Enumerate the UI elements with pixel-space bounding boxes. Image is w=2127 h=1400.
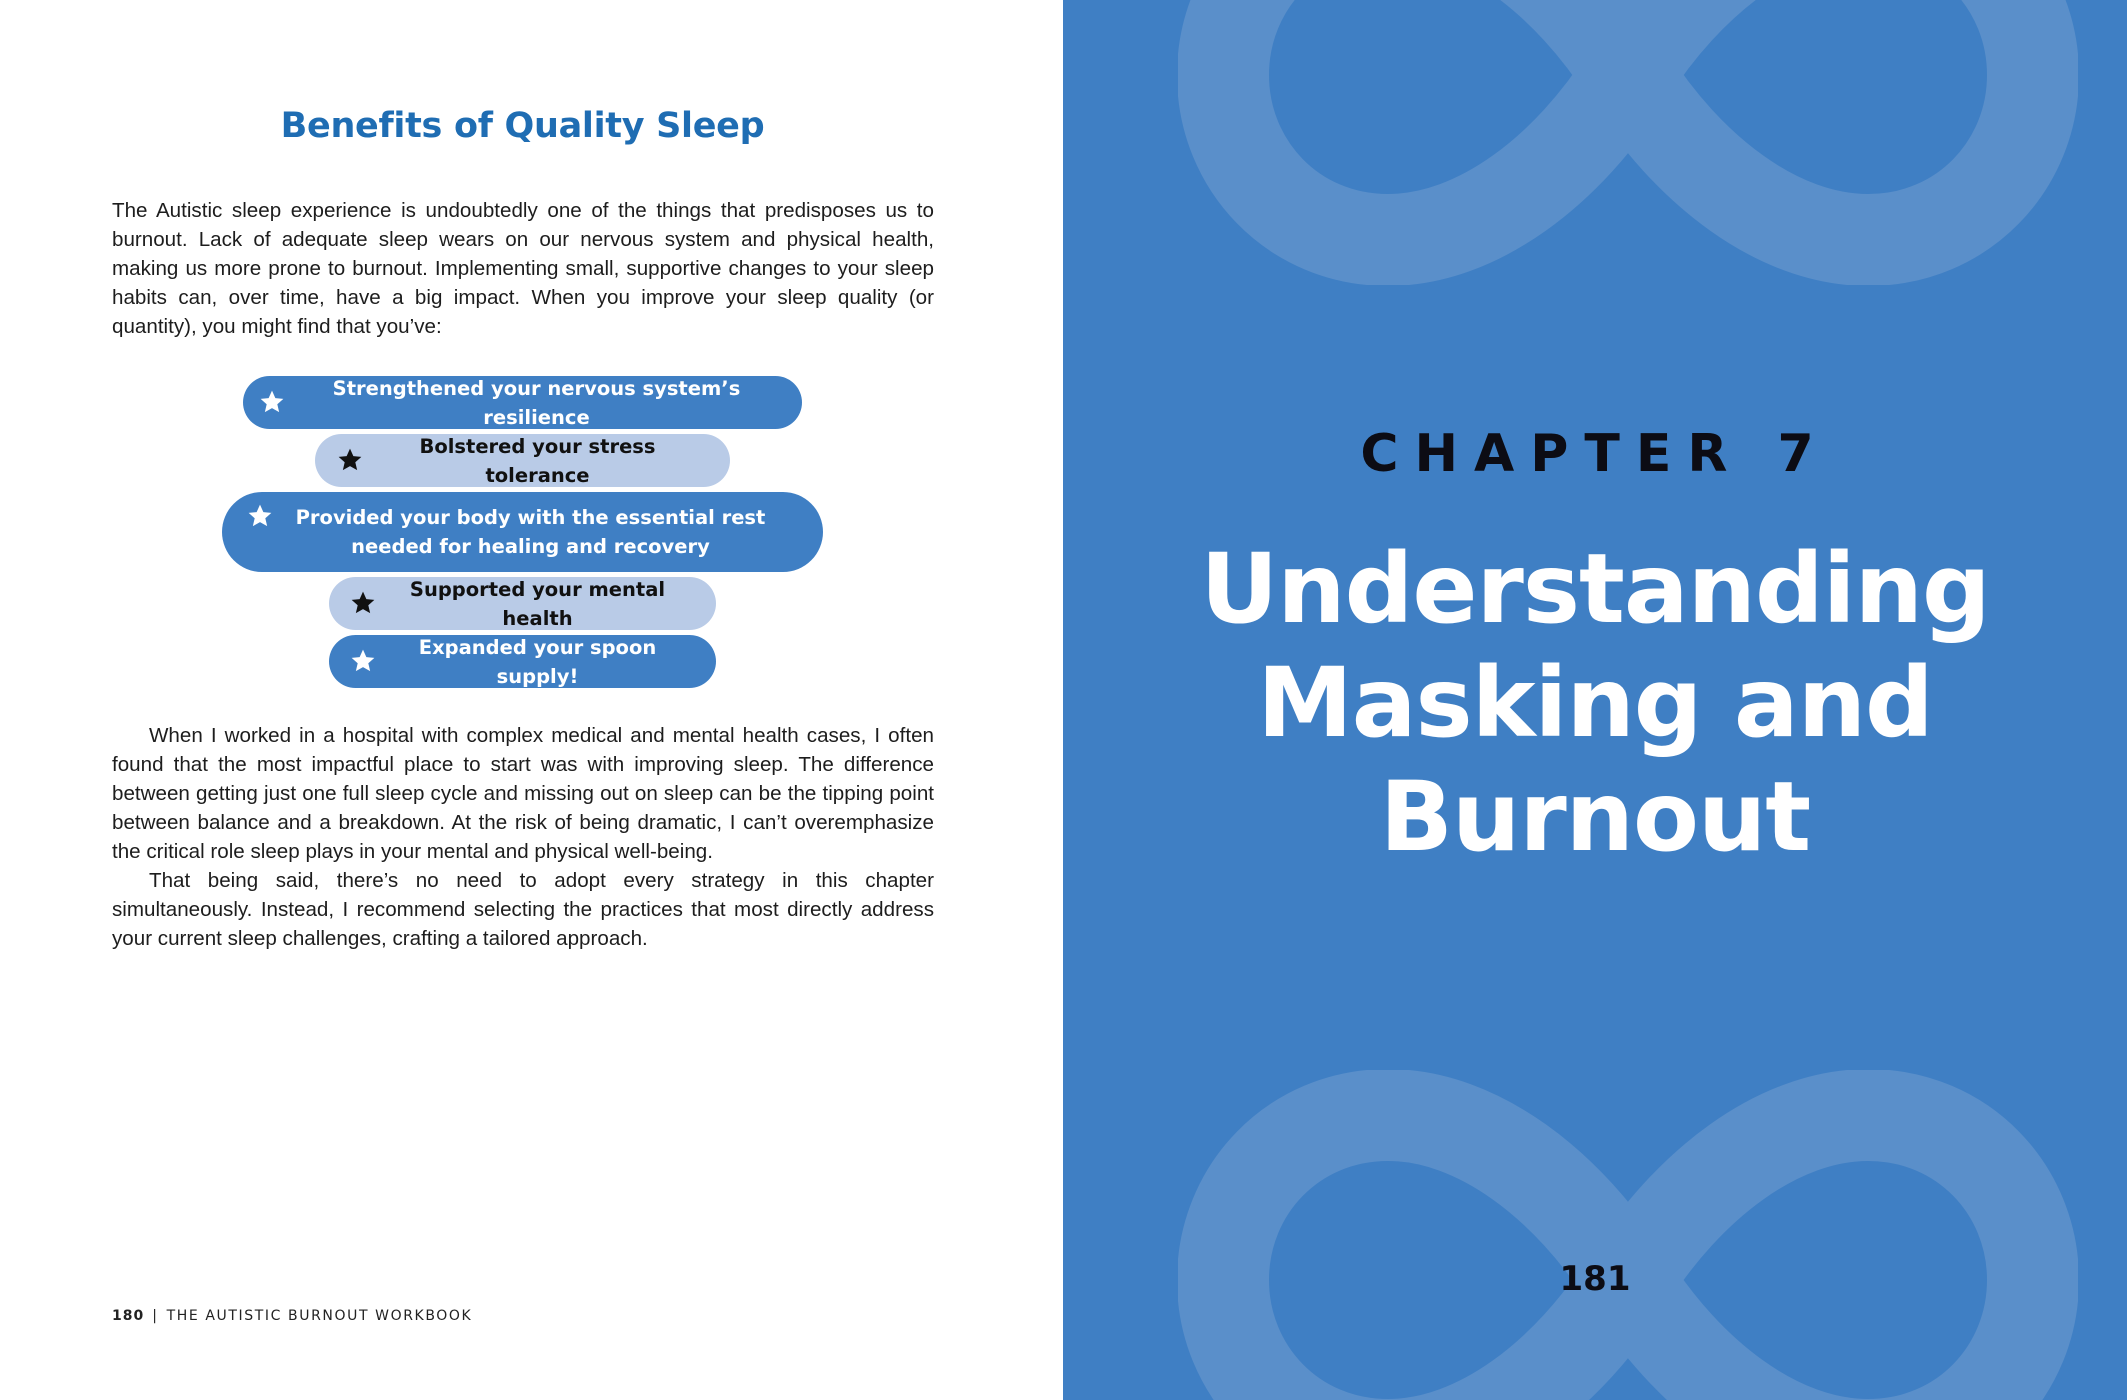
body-paragraph: That being said, there’s no need to adopt every strategy in this chapter simultaneously. Instead, I recommend selecting the practices that most directly address your current sleep challenges, crafting a tailored approach. xyxy=(112,869,934,950)
star-icon xyxy=(350,590,376,616)
footer-book-title: THE AUTISTIC BURNOUT WORKBOOK xyxy=(166,1308,473,1324)
section-title: Benefits of Quality Sleep xyxy=(280,106,765,146)
benefit-text: Bolstered your stress tolerance xyxy=(419,434,656,487)
benefit-item xyxy=(222,492,823,572)
star-icon xyxy=(350,648,376,674)
footer-page-number: 180 xyxy=(112,1308,145,1324)
chapter-title-line: Understanding xyxy=(1200,533,1990,645)
body-paragraphs xyxy=(112,721,934,953)
chapter-label: CHAPTER 7 xyxy=(1360,424,1830,484)
star-icon xyxy=(259,389,285,415)
body-paragraph: When I worked in a hospital with complex medical and mental health cases, I often found that the most impactful place to start was with improving sleep. The difference between getting just one full sleep cycle and missing out on sleep can be the tipping point between balance and a breakdown. At the risk of being dramatic, I can’t overemphasize the critical role sleep plays in your mental and physical well-being. xyxy=(112,724,934,863)
footer-separator: | xyxy=(152,1308,159,1324)
benefit-text: Strengthened your nervous system’s resilience xyxy=(332,376,741,429)
infinity-icon xyxy=(1178,1070,2078,1400)
intro-paragraph-text: The Autistic sleep experience is undoubtedly one of the things that predisposes us to burnout. Lack of adequate sleep wears on our nervous system and physical health, making us more prone to burnout. Implementing small, supportive changes to your sleep habits can, over time, have a big impact. When you improve your sleep quality (or quantity), you might find that you’ve: xyxy=(112,199,934,338)
benefit-text: Expanded your spoon supply! xyxy=(418,635,657,688)
left-page xyxy=(0,0,1063,1400)
star-icon xyxy=(337,447,363,473)
benefit-item xyxy=(329,635,716,688)
benefit-text: Supported your mental health xyxy=(409,577,666,630)
chapter-title xyxy=(1063,532,2127,874)
benefit-text: Provided your body with the essential rest needed for healing and recovery xyxy=(295,506,766,558)
page-footer xyxy=(112,1308,472,1324)
page-number: 181 xyxy=(1559,1259,1631,1299)
infinity-icon xyxy=(1178,0,2078,285)
chapter-title-line: Burnout xyxy=(1379,761,1811,873)
benefit-item xyxy=(315,434,730,487)
chapter-title-line: Masking and xyxy=(1257,647,1933,759)
right-page xyxy=(1063,0,2127,1400)
star-icon xyxy=(247,503,273,529)
intro-paragraph xyxy=(112,196,934,341)
benefit-item xyxy=(243,376,802,429)
benefit-item xyxy=(329,577,716,630)
